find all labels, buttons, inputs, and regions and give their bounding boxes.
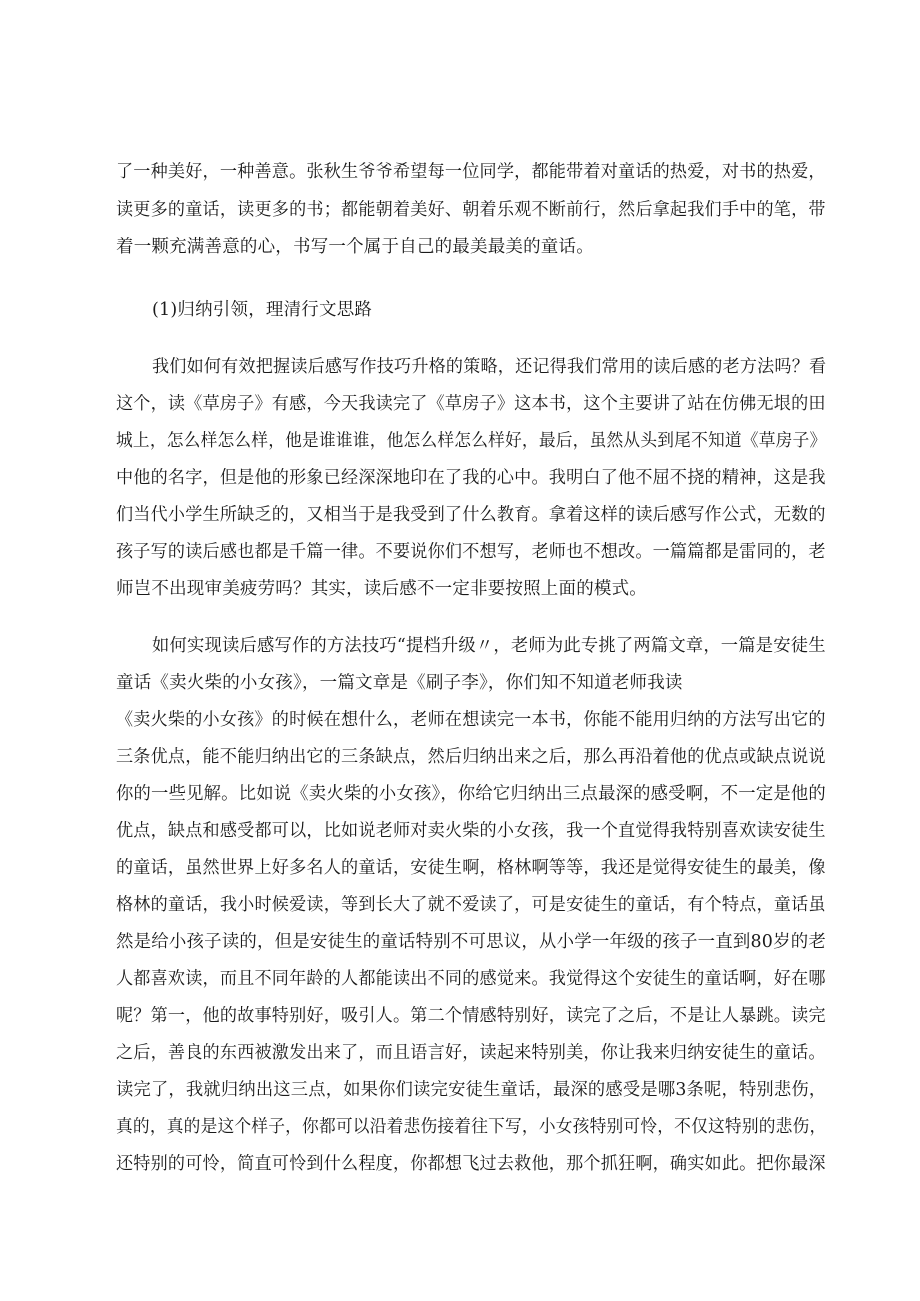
- section-heading: (1)归纳引领，理清行文思路: [152, 300, 373, 320]
- paragraph-line: 师岂不出现审美疲劳吗？其实，读后感不一定非要按照上面的模式。: [116, 579, 647, 599]
- paragraph-line: 读完了，我就归纳出这三点，如果你们读完安徒生童话，最深的感受是哪3条呢，特别悲伤，: [116, 1080, 827, 1100]
- paragraph-line: 还特别的可怜，简直可怜到什么程度，你都想飞过去救他，那个抓狂啊，确实如此。把你最深: [116, 1154, 826, 1174]
- paragraph-line: 《卖火柴的小女孩》的时候在想什么，老师在想读完一本书，你能不能用归纳的方法写出它的: [116, 710, 826, 730]
- paragraph-line: 了一种美好，一种善意。张秋生爷爷希望每一位同学，都能带着对童话的热爱，对书的热爱，: [116, 162, 826, 182]
- paragraph-line: 中他的名字，但是他的形象已经深深地印在了我的心中。我明白了他不屈不挠的精神，这是我: [116, 468, 826, 488]
- paragraph-line: 这个，读《草房子》有感，今天我读完了《草房子》这本书，这个主要讲了站在仿佛无垠的田: [116, 394, 826, 414]
- paragraph-line: 三条优点，能不能归纳出它的三条缺点，然后归纳出来之后，那么再沿着他的优点或缺点说说: [116, 747, 826, 767]
- paragraph-line: 着一颗充满善意的心，书写一个属于自己的最美最美的童话。: [116, 237, 594, 257]
- paragraph-line: 我们如何有效把握读后感写作技巧升格的策略，还记得我们常用的读后感的老方法吗？看: [152, 357, 827, 377]
- paragraph-line: 格林的童话，我小时候爱读，等到长大了就不爱读了，可是安徒生的童话，有个特点，童话虽: [116, 895, 826, 915]
- paragraph-line: 真的，真的是这个样子，你都可以沿着悲伤接着往下写，小女孩特别可怜，不仅这特别的悲伤，: [116, 1117, 827, 1137]
- paragraph-line: 孩子写的读后感也都是千篇一律。不要说你们不想写，老师也不想改。一篇篇都是雷同的，老: [116, 542, 826, 562]
- paragraph-line: 城上，怎么样怎么样，他是谁谁谁，他怎么样怎么样好，最后，虽然从头到尾不知道《草房子》: [116, 431, 827, 451]
- paragraph-line: 童话《卖火柴的小女孩》，一篇文章是《刷子李》，你们知不知道老师我读: [116, 673, 683, 693]
- paragraph-line: 人都喜欢读，而且不同年龄的人都能读出不同的感觉来。我觉得这个安徒生的童话啊，好在哪: [116, 969, 826, 989]
- paragraph-line: 优点，缺点和感受都可以，比如说老师对卖火柴的小女孩，我一个直觉得我特别喜欢读安徒生: [116, 821, 826, 841]
- paragraph-line: 你的一些见解。比如说《卖火柴的小女孩》，你给它归纳出三点最深的感受啊，不一定是他的: [116, 784, 826, 804]
- paragraph-line: 之后，善良的东西被激发出来了，而且语言好，读起来特别美，你让我来归纳安徒生的童话。: [116, 1043, 826, 1063]
- paragraph-line: 然是给小孩子读的，但是安徒生的童话特别不可思议，从小学一年级的孩子一直到80岁的老: [116, 932, 826, 952]
- paragraph-line: 们当代小学生所缺乏的，又相当于是我受到了什么教育。拿着这样的读后感写作公式，无数的: [116, 505, 826, 525]
- paragraph-line: 呢？第一，他的故事特别好，吸引人。第二个情感特别好，读完了之后，不是让人暴跳。读完: [116, 1006, 826, 1026]
- paragraph-line: 读更多的童话，读更多的书；都能朝着美好、朝着乐观不断前行，然后拿起我们手中的笔，带: [116, 200, 826, 220]
- paragraph-line: 的童话，虽然世界上好多名人的童话，安徒生啊，格林啊等等，我还是觉得安徒生的最美，像: [116, 858, 826, 878]
- paragraph-line: 如何实现读后感写作的方法技巧“提档升级〃，老师为此专挑了两篇文章，一篇是安徒生: [152, 636, 826, 656]
